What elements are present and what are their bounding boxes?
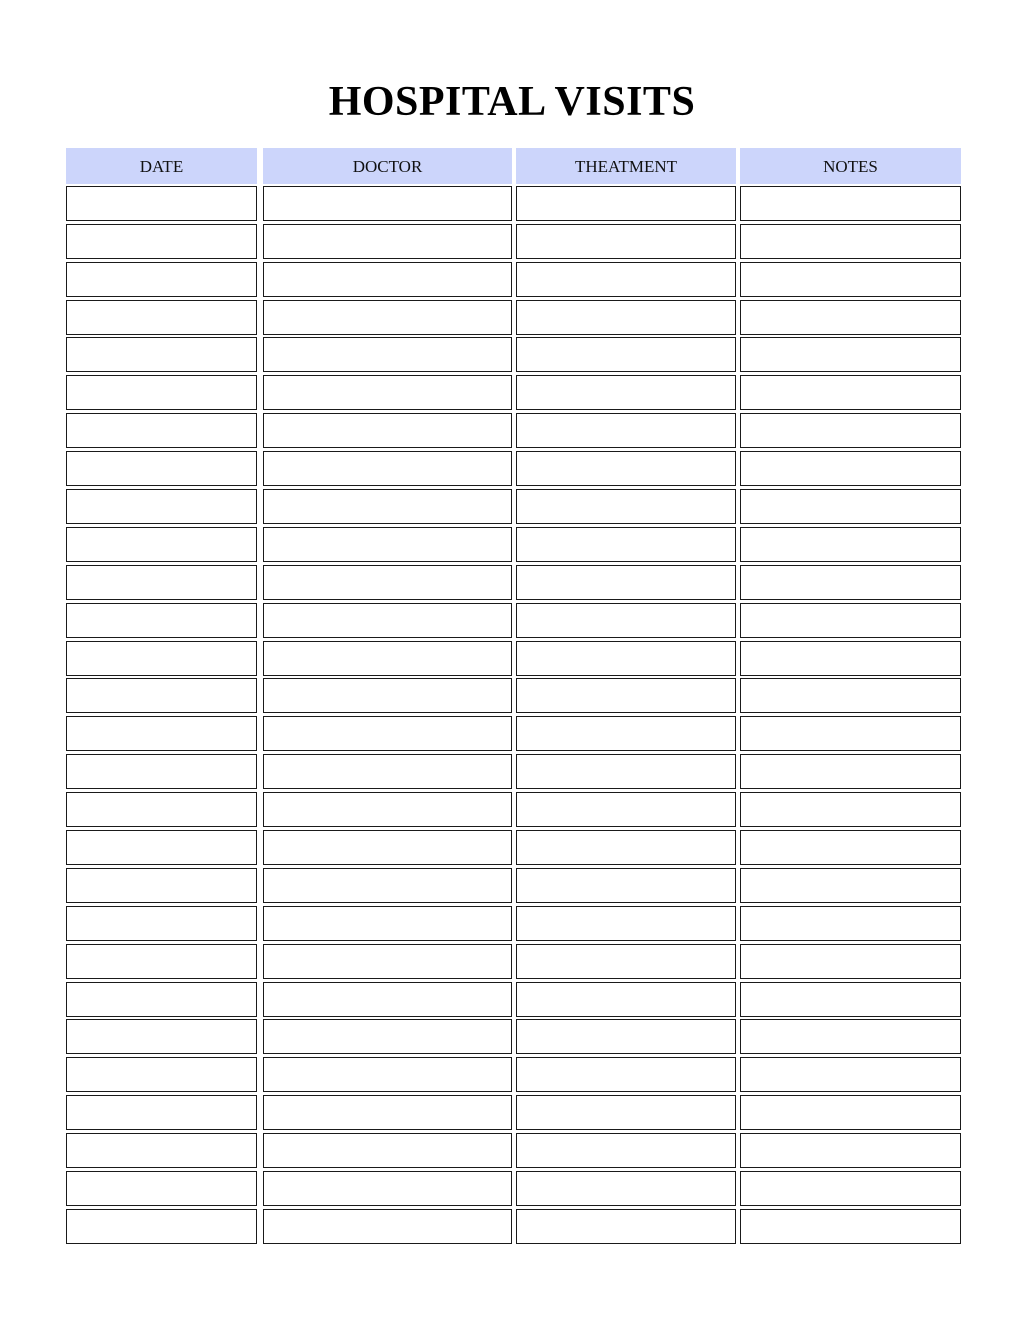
date-field[interactable] (66, 489, 257, 524)
treatment-field[interactable] (516, 1133, 736, 1168)
notes-field[interactable] (740, 413, 961, 448)
date-field[interactable] (66, 1019, 257, 1054)
treatment-field[interactable] (516, 1095, 736, 1130)
visits-table (66, 148, 962, 1247)
doctor-field[interactable] (263, 792, 512, 827)
date-field[interactable] (66, 1095, 257, 1130)
date-field[interactable] (66, 1209, 257, 1244)
table-row (66, 451, 962, 489)
treatment-field[interactable] (516, 678, 736, 713)
table-row (66, 186, 962, 224)
page-title: HOSPITAL VISITS (328, 79, 696, 125)
notes-field[interactable] (740, 716, 961, 751)
table-row (66, 830, 962, 868)
table-row (66, 603, 962, 641)
doctor-field[interactable] (263, 489, 512, 524)
doctor-field[interactable] (263, 1019, 512, 1054)
date-field[interactable] (66, 451, 257, 486)
notes-field[interactable] (740, 375, 961, 410)
treatment-field[interactable] (516, 868, 736, 903)
doctor-field[interactable] (263, 603, 512, 638)
table-row (66, 716, 962, 754)
notes-field[interactable] (740, 982, 961, 1017)
doctor-field[interactable] (263, 375, 512, 410)
notes-field[interactable] (740, 1095, 961, 1130)
notes-field[interactable] (740, 1019, 961, 1054)
table-row (66, 489, 962, 527)
table-row (66, 906, 962, 944)
date-field[interactable] (66, 1171, 257, 1206)
table-row (66, 754, 962, 792)
table-row (66, 982, 962, 1020)
treatment-field[interactable] (516, 641, 736, 676)
doctor-field[interactable] (263, 1057, 512, 1092)
doctor-field[interactable] (263, 300, 512, 335)
table-row (66, 1133, 962, 1171)
doctor-field[interactable] (263, 527, 512, 562)
column-header-notes: NOTES (740, 148, 961, 184)
date-field[interactable] (66, 754, 257, 789)
date-field[interactable] (66, 982, 257, 1017)
date-field[interactable] (66, 792, 257, 827)
notes-field[interactable] (740, 906, 961, 941)
treatment-field[interactable] (516, 565, 736, 600)
doctor-field[interactable] (263, 413, 512, 448)
treatment-field[interactable] (516, 451, 736, 486)
doctor-field[interactable] (263, 451, 512, 486)
table-row (66, 565, 962, 603)
treatment-field[interactable] (516, 413, 736, 448)
table-row (66, 262, 962, 300)
treatment-field[interactable] (516, 527, 736, 562)
notes-field[interactable] (740, 337, 961, 372)
treatment-field[interactable] (516, 1171, 736, 1206)
date-field[interactable] (66, 603, 257, 638)
notes-field[interactable] (740, 678, 961, 713)
column-header-date: DATE (66, 148, 257, 184)
treatment-field[interactable] (516, 375, 736, 410)
notes-field[interactable] (740, 527, 961, 562)
doctor-field[interactable] (263, 1171, 512, 1206)
doctor-field[interactable] (263, 906, 512, 941)
treatment-field[interactable] (516, 754, 736, 789)
treatment-field[interactable] (516, 1209, 736, 1244)
treatment-field[interactable] (516, 1019, 736, 1054)
table-row (66, 413, 962, 451)
notes-field[interactable] (740, 1133, 961, 1168)
treatment-field[interactable] (516, 489, 736, 524)
date-field[interactable] (66, 944, 257, 979)
notes-field[interactable] (740, 489, 961, 524)
table-row (66, 300, 962, 338)
notes-field[interactable] (740, 830, 961, 865)
doctor-field[interactable] (263, 186, 512, 221)
date-field[interactable] (66, 868, 257, 903)
table-row (66, 944, 962, 982)
date-field[interactable] (66, 1057, 257, 1092)
doctor-field[interactable] (263, 1209, 512, 1244)
table-row (66, 868, 962, 906)
notes-field[interactable] (740, 300, 961, 335)
table-row (66, 1019, 962, 1057)
doctor-field[interactable] (263, 982, 512, 1017)
treatment-field[interactable] (516, 186, 736, 221)
date-field[interactable] (66, 337, 257, 372)
treatment-field[interactable] (516, 337, 736, 372)
treatment-field[interactable] (516, 1057, 736, 1092)
date-field[interactable] (66, 527, 257, 562)
doctor-field[interactable] (263, 716, 512, 751)
doctor-field[interactable] (263, 944, 512, 979)
notes-field[interactable] (740, 1057, 961, 1092)
treatment-field[interactable] (516, 944, 736, 979)
date-field[interactable] (66, 224, 257, 259)
table-row (66, 1171, 962, 1209)
date-field[interactable] (66, 300, 257, 335)
table-row (66, 1209, 962, 1247)
doctor-field[interactable] (263, 678, 512, 713)
notes-field[interactable] (740, 1209, 961, 1244)
doctor-field[interactable] (263, 641, 512, 676)
notes-field[interactable] (740, 792, 961, 827)
date-field[interactable] (66, 830, 257, 865)
treatment-field[interactable] (516, 906, 736, 941)
treatment-field[interactable] (516, 792, 736, 827)
doctor-field[interactable] (263, 224, 512, 259)
date-field[interactable] (66, 1133, 257, 1168)
table-row (66, 678, 962, 716)
doctor-field[interactable] (263, 868, 512, 903)
notes-field[interactable] (740, 641, 961, 676)
date-field[interactable] (66, 413, 257, 448)
notes-field[interactable] (740, 262, 961, 297)
table-row (66, 1095, 962, 1133)
notes-field[interactable] (740, 1171, 961, 1206)
doctor-field[interactable] (263, 337, 512, 372)
date-field[interactable] (66, 716, 257, 751)
doctor-field[interactable] (263, 830, 512, 865)
table-row (66, 792, 962, 830)
doctor-field[interactable] (263, 262, 512, 297)
doctor-field[interactable] (263, 754, 512, 789)
notes-field[interactable] (740, 754, 961, 789)
column-header-doctor: DOCTOR (263, 148, 512, 184)
treatment-field[interactable] (516, 262, 736, 297)
date-field[interactable] (66, 641, 257, 676)
treatment-field[interactable] (516, 716, 736, 751)
doctor-field[interactable] (263, 565, 512, 600)
treatment-field[interactable] (516, 224, 736, 259)
date-field[interactable] (66, 678, 257, 713)
doctor-field[interactable] (263, 1095, 512, 1130)
column-header-treatment: THEATMENT (516, 148, 736, 184)
table-row (66, 1057, 962, 1095)
table-row (66, 337, 962, 375)
table-row (66, 527, 962, 565)
table-header-row (66, 148, 962, 186)
notes-field[interactable] (740, 186, 961, 221)
notes-field[interactable] (740, 944, 961, 979)
notes-field[interactable] (740, 451, 961, 486)
treatment-field[interactable] (516, 830, 736, 865)
notes-field[interactable] (740, 603, 961, 638)
table-row (66, 641, 962, 679)
table-row (66, 224, 962, 262)
date-field[interactable] (66, 565, 257, 600)
date-field[interactable] (66, 906, 257, 941)
treatment-field[interactable] (516, 603, 736, 638)
treatment-field[interactable] (516, 300, 736, 335)
notes-field[interactable] (740, 224, 961, 259)
table-row (66, 375, 962, 413)
date-field[interactable] (66, 186, 257, 221)
doctor-field[interactable] (263, 1133, 512, 1168)
notes-field[interactable] (740, 565, 961, 600)
treatment-field[interactable] (516, 982, 736, 1017)
notes-field[interactable] (740, 868, 961, 903)
date-field[interactable] (66, 262, 257, 297)
date-field[interactable] (66, 375, 257, 410)
